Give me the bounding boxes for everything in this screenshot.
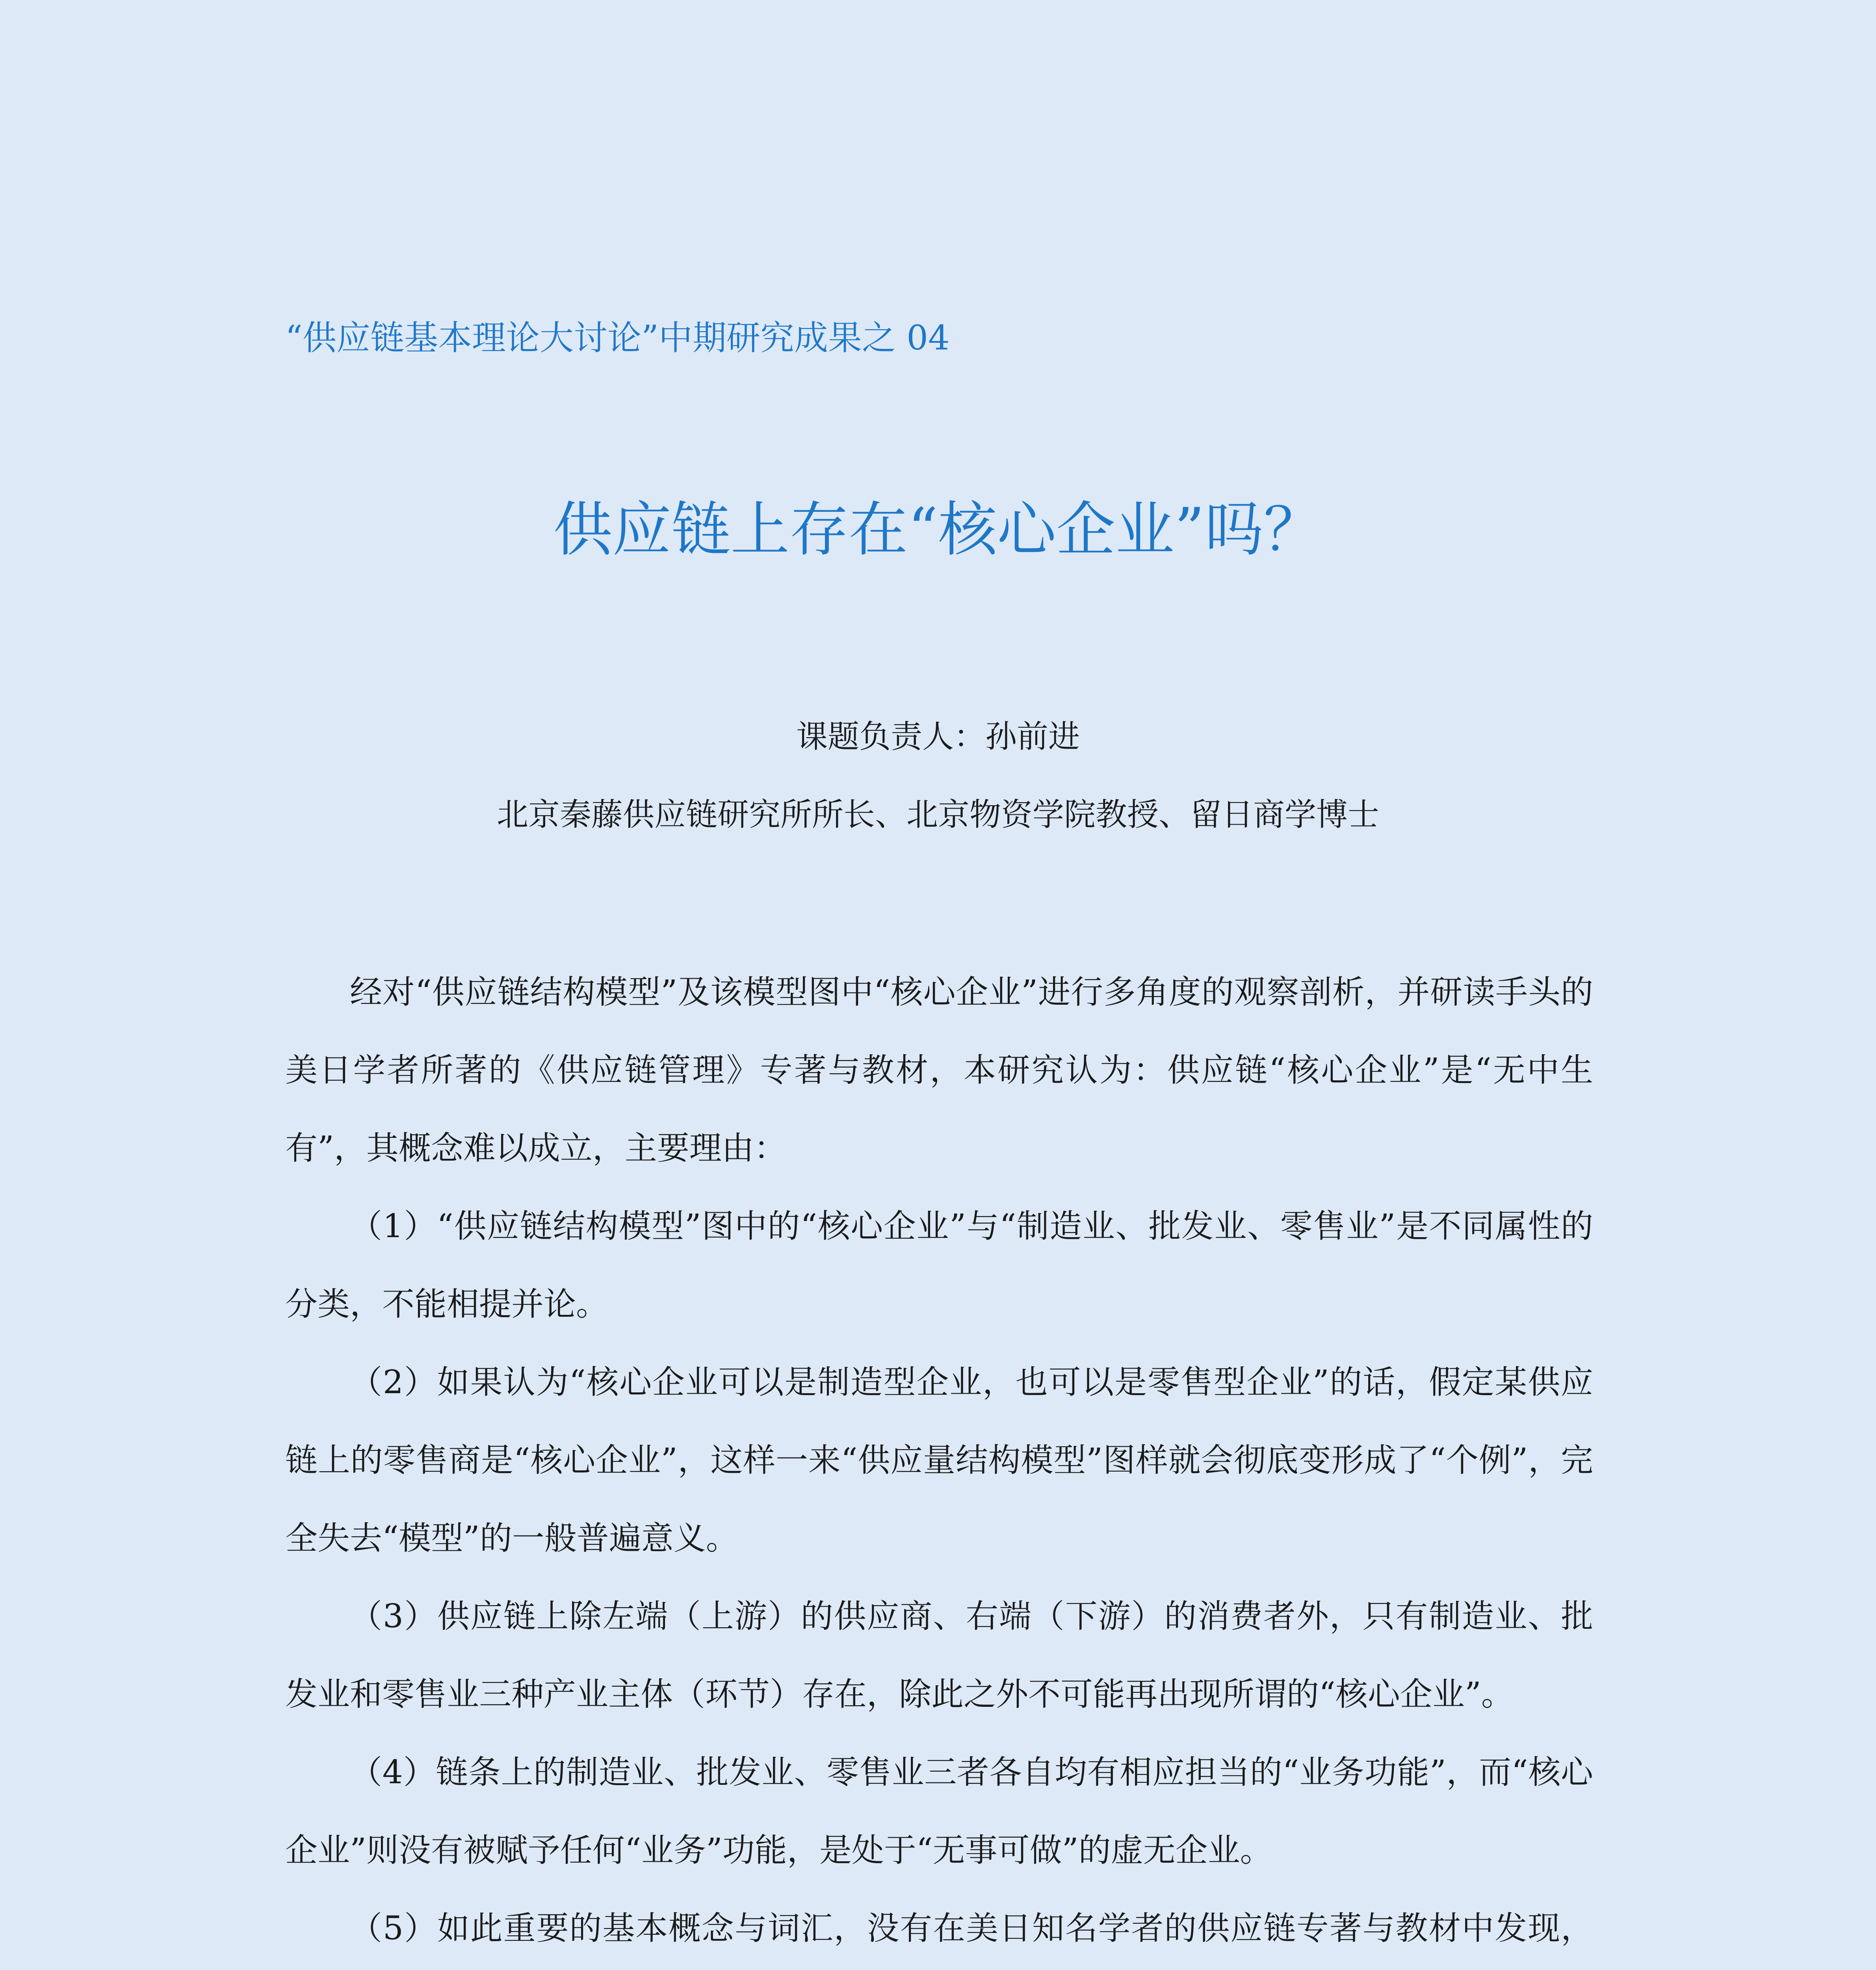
summary-intro: 经对“供应链结构模型”及该模型图中“核心企业”进行多角度的观察剖析，并研读手头的美日学者所著的《供应链管理》专著与教材，本研究认为：供应链“核心企业”是“无中生有”，其概念难以成立，主要理由： bbox=[285, 974, 1593, 1167]
summary-point-2: （2）如果认为“核心企业可以是制造型企业，也可以是零售型企业”的话，假定某供应链上的零售商是“核心企业”，这样一来“供应量结构模型”图样就会彻底变形成了“个例”，完全失去“模型”的一般普遍意义。 bbox=[285, 1364, 1593, 1557]
summary-section bbox=[285, 953, 1593, 1970]
author-line: 课题负责人：孙前进 bbox=[796, 718, 1080, 755]
summary-point-3: （3）供应链上除左端（上游）的供应商、右端（下游）的消费者外，只有制造业、批发业和零售业三种产业主体（环节）存在，除此之外不可能再出现所谓的“核心企业”。 bbox=[285, 1598, 1593, 1713]
summary-point-5: （5）如此重要的基本概念与词汇，没有在美日知名学者的供应链专著与教材中发现， bbox=[350, 1910, 1593, 1947]
article-title: 供应链上存在“核心企业”吗？ bbox=[553, 496, 1323, 564]
series-label: “供应链基本理论大讨论”中期研究成果之 04 bbox=[285, 318, 950, 358]
summary-point-1: （1）“供应链结构模型”图中的“核心企业”与“制造业、批发业、零售业”是不同属性的分类，不能相提并论。 bbox=[285, 1208, 1593, 1323]
affiliation-line: 北京秦藤供应链研究所所长、北京物资学院教授、留日商学博士 bbox=[497, 796, 1379, 833]
summary-point-4: （4）链条上的制造业、批发业、零售业三者各自均有相应担当的“业务功能”，而“核心企业”则没有被赋予任何“业务”功能，是处于“无事可做”的虚无企业。 bbox=[285, 1754, 1593, 1869]
